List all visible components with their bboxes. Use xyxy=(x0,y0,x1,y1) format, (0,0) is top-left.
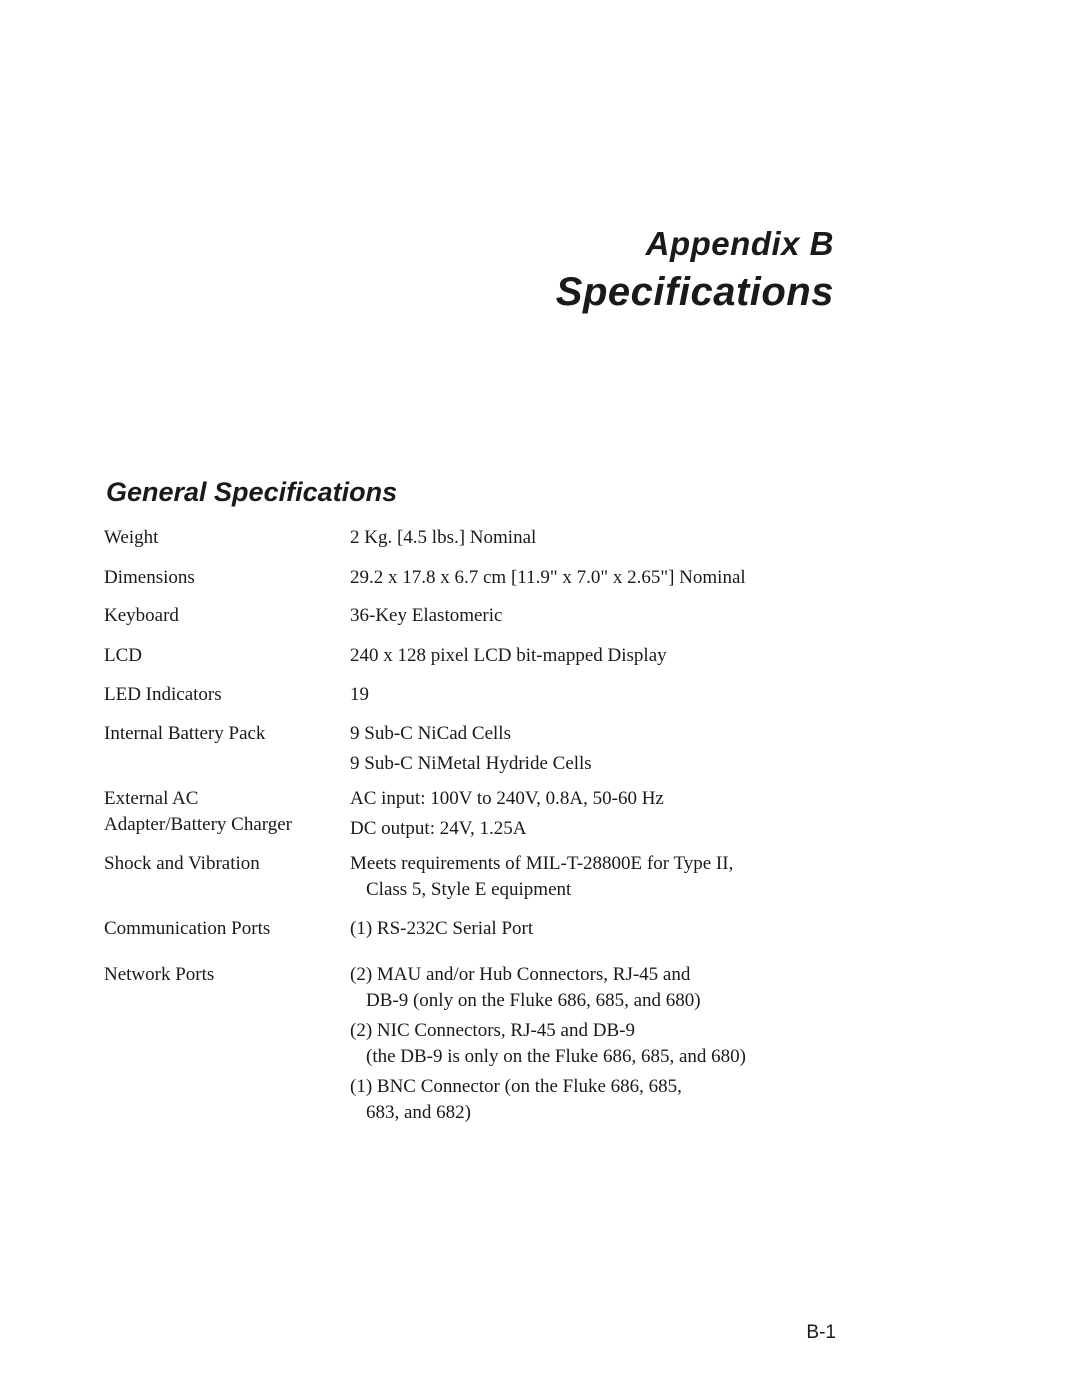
spec-value-item xyxy=(350,851,860,903)
spec-label-line: Dimensions xyxy=(104,567,195,588)
spec-value-item xyxy=(350,682,860,708)
spec-label-line: Weight xyxy=(104,527,159,548)
spec-value-line: 9 Sub-C NiMetal Hydride Cells xyxy=(350,753,592,774)
spec-label-line: LCD xyxy=(104,645,142,666)
spec-value-item xyxy=(350,1074,860,1126)
spec-label xyxy=(104,916,340,942)
spec-value xyxy=(350,643,860,669)
spec-label xyxy=(104,603,340,629)
spec-value-item xyxy=(350,1018,860,1070)
spec-value-line: 19 xyxy=(350,684,369,705)
spec-value-item xyxy=(350,816,860,842)
spec-value-line: 29.2 x 17.8 x 6.7 cm [11.9" x 7.0" x 2.65"] Nominal xyxy=(350,567,746,588)
spec-value xyxy=(350,851,860,903)
spec-value-line: DC output: 24V, 1.25A xyxy=(350,818,527,839)
spec-label-line: Network Ports xyxy=(104,964,215,985)
section-heading: General Specifications xyxy=(106,477,398,507)
spec-value xyxy=(350,565,860,591)
spec-value-line: 2 Kg. [4.5 lbs.] Nominal xyxy=(350,527,537,548)
spec-label xyxy=(104,851,340,877)
spec-value-line: 683, and 682) xyxy=(366,1102,472,1123)
spec-value-item xyxy=(350,916,860,942)
spec-value xyxy=(350,525,860,551)
spec-label xyxy=(104,962,340,988)
spec-value-line: (the DB-9 is only on the Fluke 686, 685, and 680) xyxy=(366,1046,746,1067)
spec-label-line: LED Indicators xyxy=(104,684,222,705)
spec-value-item xyxy=(350,721,860,747)
spec-value-line: AC input: 100V to 240V, 0.8A, 50-60 Hz xyxy=(350,788,664,809)
spec-value-line: Class 5, Style E equipment xyxy=(366,879,572,900)
spec-value-line: (2) NIC Connectors, RJ-45 and DB-9 xyxy=(350,1020,635,1041)
spec-label-line: Shock and Vibration xyxy=(104,853,260,874)
spec-label xyxy=(104,682,340,708)
spec-value-item xyxy=(350,565,860,591)
spec-value-item xyxy=(350,962,860,1014)
spec-label-line: Adapter/Battery Charger xyxy=(104,814,292,835)
spec-value-item xyxy=(350,643,860,669)
spec-value xyxy=(350,786,860,842)
appendix-label: Appendix B xyxy=(645,225,834,262)
spec-value-item xyxy=(350,786,860,812)
spec-label-line: Internal Battery Pack xyxy=(104,723,266,744)
spec-label xyxy=(104,786,340,838)
chapter-title-block xyxy=(556,222,834,318)
spec-value-line: (2) MAU and/or Hub Connectors, RJ-45 and xyxy=(350,964,691,985)
spec-value-line: (1) BNC Connector (on the Fluke 686, 685, xyxy=(350,1076,682,1097)
spec-value-item xyxy=(350,525,860,551)
spec-value-line: Meets requirements of MIL-T-28800E for Type II, xyxy=(350,853,734,874)
spec-label-line: External AC xyxy=(104,788,199,809)
spec-value xyxy=(350,721,860,777)
spec-label xyxy=(104,565,340,591)
spec-value-line: DB-9 (only on the Fluke 686, 685, and 680) xyxy=(366,990,701,1011)
spec-value xyxy=(350,603,860,629)
spec-value xyxy=(350,682,860,708)
page-number: B-1 xyxy=(806,1322,836,1343)
spec-value-line: 36-Key Elastomeric xyxy=(350,605,503,626)
spec-value xyxy=(350,962,860,1126)
spec-value-line: 9 Sub-C NiCad Cells xyxy=(350,723,511,744)
spec-label xyxy=(104,643,340,669)
spec-label xyxy=(104,525,340,551)
spec-value-item xyxy=(350,751,860,777)
spec-label-line: Keyboard xyxy=(104,605,179,626)
spec-label-line: Communication Ports xyxy=(104,918,271,939)
spec-label xyxy=(104,721,340,747)
chapter-title: Specifications xyxy=(555,270,834,314)
spec-value-item xyxy=(350,603,860,629)
spec-value xyxy=(350,916,860,942)
spec-value-line: (1) RS-232C Serial Port xyxy=(350,918,534,939)
spec-value-line: 240 x 128 pixel LCD bit-mapped Display xyxy=(350,645,667,666)
